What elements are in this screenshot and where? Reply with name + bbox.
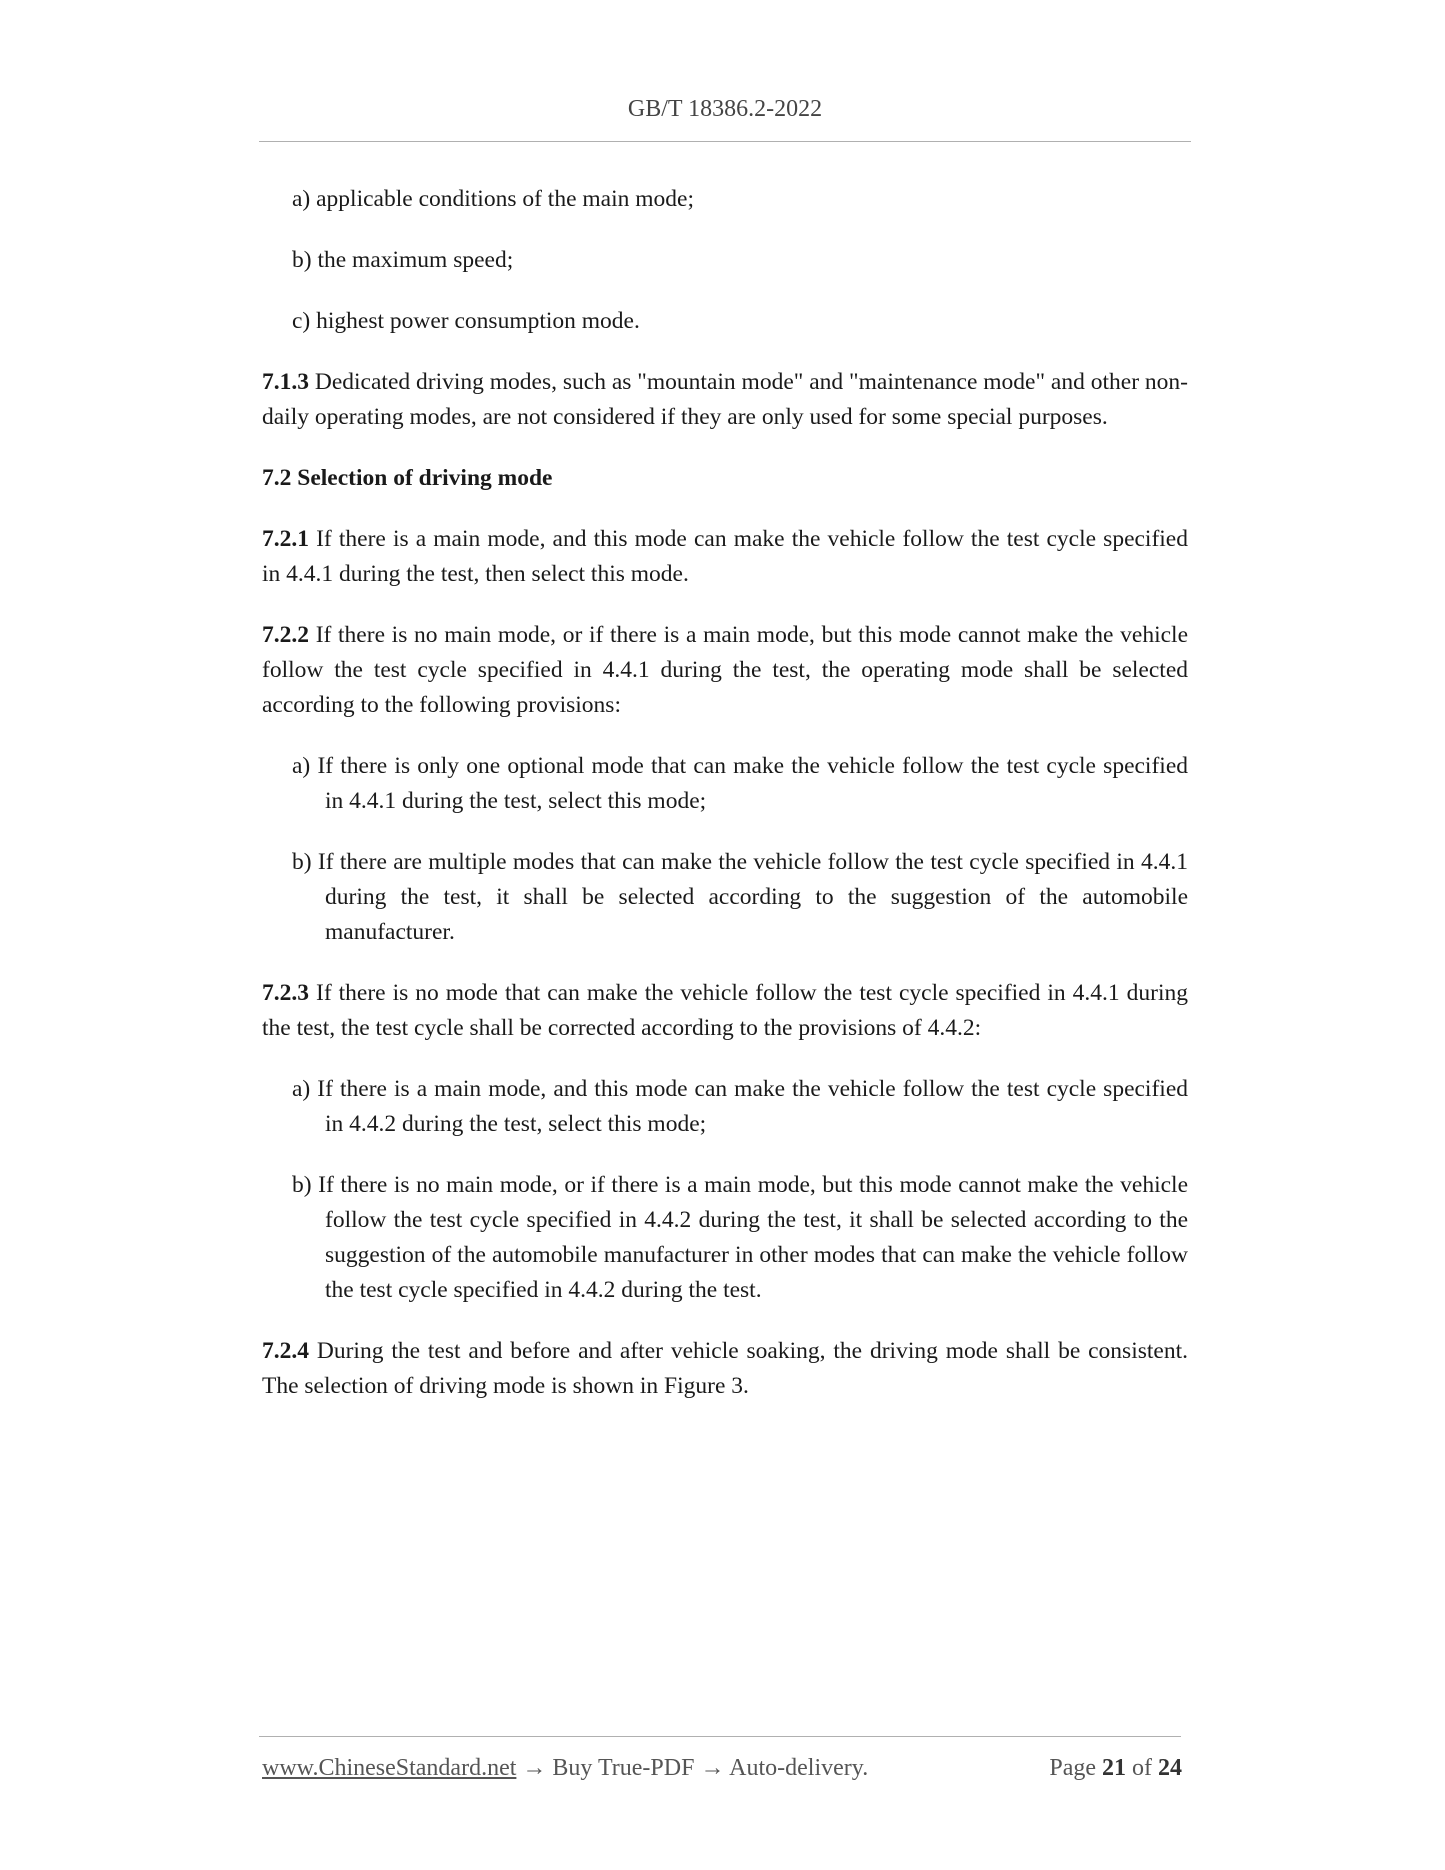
list-item: b) If there is no main mode, or if there is a main mode, but this mode cannot make the vehicle follow the test cycle specified in 4.4.2 during the test, it shall be selected according to the suggestion of the automobile manufacturer in other modes that can make the vehicle follow the test cycle specified in 4.4.2 during the test.: [292, 1172, 1188, 1303]
section-heading-7-2: 7.2 Selection of driving mode: [262, 465, 553, 491]
footer-divider: [259, 1736, 1181, 1737]
page-indicator: [1049, 1755, 1182, 1782]
clause-7-2-3: [262, 976, 1188, 1046]
footer-promo: [262, 1755, 868, 1782]
header-divider: [259, 141, 1191, 142]
page-number: 21: [1102, 1755, 1126, 1781]
clause-7-2-1: [262, 522, 1188, 592]
page-body: [262, 182, 1188, 1430]
auto-delivery-text: Auto-delivery.: [724, 1755, 869, 1781]
list-item: b) If there are multiple modes that can make the vehicle follow the test cycle specified in 4.4.1 during the test, it shall be selected according to the suggestion of the automobile manufacturer.: [292, 849, 1188, 945]
clause-7-1-3: [262, 365, 1188, 435]
clause-number: 7.2.1: [262, 526, 309, 552]
of-label: of: [1126, 1755, 1158, 1781]
clause-number: 7.2.2: [262, 622, 309, 648]
buy-text: Buy True-PDF: [546, 1755, 701, 1781]
clause-7-2-4: [262, 1334, 1188, 1404]
running-header: GB/T 18386.2-2022: [627, 96, 823, 122]
list-item: a) applicable conditions of the main mode;: [292, 186, 694, 212]
page-total: 24: [1158, 1755, 1182, 1781]
list-item: b) the maximum speed;: [292, 247, 514, 273]
clause-number: 7.2.3: [262, 980, 309, 1006]
list-item: a) If there is a main mode, and this mode can make the vehicle follow the test cycle specified in 4.4.2 during the test, select this mode;: [292, 1076, 1188, 1137]
arrow-right-icon: →: [700, 1755, 725, 1781]
page-footer: [262, 1755, 1182, 1782]
clause-text: If there is a main mode, and this mode can make the vehicle follow the test cycle specified in 4.4.1 during the test, then select this mode.: [262, 526, 1188, 587]
list-item: a) If there is only one optional mode that can make the vehicle follow the test cycle specified in 4.4.1 during the test, select this mode;: [292, 753, 1188, 814]
clause-text: During the test and before and after vehicle soaking, the driving mode shall be consistent. The selection of driving mode is shown in Figure 3.: [262, 1338, 1188, 1399]
clause-text: If there is no main mode, or if there is a main mode, but this mode cannot make the vehicle follow the test cycle specified in 4.4.1 during the test, the operating mode shall be selected according to the following provisions:: [262, 622, 1188, 718]
page-label: Page: [1049, 1755, 1102, 1781]
clause-number: 7.2.4: [262, 1338, 309, 1364]
list-item: c) highest power consumption mode.: [292, 308, 640, 334]
arrow-right-icon: →: [522, 1755, 547, 1781]
clause-number: 7.1.3: [262, 369, 309, 395]
clause-text: Dedicated driving modes, such as "mountain mode" and "maintenance mode" and other non-daily operating modes, are not considered if they are only used for some special purposes.: [262, 369, 1188, 430]
clause-text: If there is no mode that can make the vehicle follow the test cycle specified in 4.4.1 during the test, the test cycle shall be corrected according to the provisions of 4.4.2:: [262, 980, 1188, 1041]
website-link[interactable]: www.ChineseStandard.net: [262, 1755, 517, 1781]
clause-7-2-2: [262, 618, 1188, 723]
